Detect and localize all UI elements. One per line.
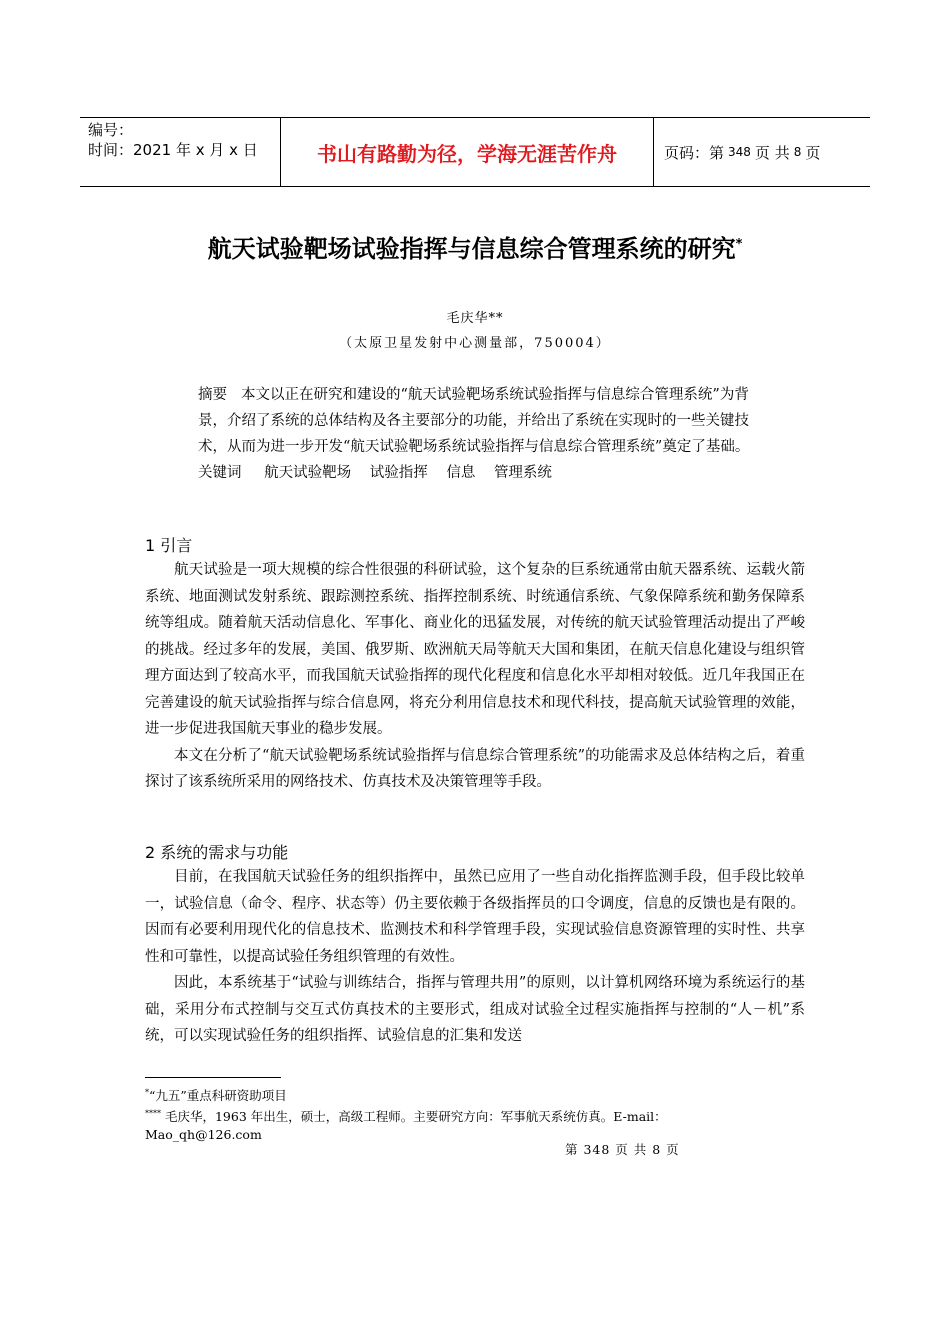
keyword: 管理系统: [493, 465, 552, 481]
paragraph: 航天试验是一项大规模的综合性很强的科研试验，这个复杂的巨系统通常由航天器系统、运载火箭系统、地面测试发射系统、跟踪测控系统、指挥控制系统、时统通信系统、气象保障系统和勤务保障系统等组成。随着航天活动信息化、军事化、商业化的迅猛发展，对传统的航天试验管理活动提出了严峻的挑战。经过多年的发展，美国、俄罗斯、欧洲航天局等航天大国和集团，在航天信息化建设与组织管理方面达到了较高水平，而我国航天试验指挥的现代化程度和信息化水平却相对较低。近几年我国正在完善建设的航天试验指挥与综合信息网，将充分利用信息技术和现代科技，提高航天试验管理的效能，进一步促进我国航天事业的稳步发展。: [145, 562, 805, 737]
paper-title: [0, 229, 950, 264]
keyword: 试验指挥: [369, 465, 428, 481]
page-total: 8: [793, 145, 802, 159]
title-footnote-mark: *: [735, 237, 743, 252]
abstract: [198, 382, 754, 486]
keywords-label: 关键词: [198, 465, 242, 481]
abstract-text: 本文以正在研究和建设的“航天试验靶场系统试验指挥与信息综合管理系统”为背景，介绍了系统的总体结构及各主要部分的功能，并给出了系统在实现时的一些关键技术，从而为进一步开发“航天试验靶场系统试验指挥与信息综合管理系统”奠定了基础。: [198, 387, 750, 455]
keywords: [198, 460, 754, 486]
page-prefix: 页码：第: [664, 143, 725, 162]
header-left-cell: [80, 118, 280, 186]
footnote-rule: [145, 1077, 281, 1078]
header-table: [80, 117, 870, 187]
page-footer: 第 348 页 共 8 页: [565, 1142, 680, 1157]
motto-text: 书山有路勤为径，学海无涯苦作舟: [317, 141, 617, 166]
footnote-mark: *: [145, 1088, 149, 1097]
keyword: 信息: [446, 465, 476, 481]
footnotes: [145, 1084, 805, 1144]
footnote-2: [145, 1105, 805, 1126]
keyword: 航天试验靶场: [264, 465, 352, 481]
footnote-1: [145, 1084, 805, 1105]
paragraph: 本文在分析了“航天试验靶场系统试验指挥与信息综合管理系统”的功能需求及总体结构之后，着重探讨了该系统所采用的网络技术、仿真技术及决策管理等手段。: [145, 747, 805, 790]
footnote-mark: ****: [145, 1109, 161, 1119]
paragraph: 因此，本系统基于“试验与训练结合，指挥与管理共用”的原则，以计算机网络环境为系统运行的基础，采用分布式控制与交互式仿真技术的主要形式，组成对试验全过程实施指挥与控制的“人－机”系统，可以实现试验任务的组织指挥、试验信息的汇集和发送: [145, 975, 805, 1044]
section-heading: 2 系统的需求与功能: [145, 843, 289, 862]
author: 毛庆华**: [446, 311, 504, 326]
time-label: 时间：2021 年 x 月 x 日: [88, 141, 258, 159]
section-heading: 1 引言: [145, 536, 193, 555]
page-mid: 页 共: [754, 143, 790, 162]
footnote-text: “九五”重点科研资助项目: [149, 1088, 287, 1104]
section-requirements: [145, 842, 805, 1050]
footnote-text: 毛庆华，1963 年出生，硕士，高级工程师。主要研究方向：军事航天系统仿真。E-mail：: [164, 1109, 667, 1125]
footnote-email: Mao_qh@126.com: [145, 1127, 262, 1143]
header-motto-cell: [280, 118, 654, 186]
number-label: 编号：: [88, 121, 134, 139]
page-number: 348: [728, 145, 751, 159]
title-text: 航天试验靶场试验指挥与信息综合管理系统的研究: [207, 235, 736, 263]
affiliation: （太原卫星发射中心测量部，750004）: [339, 336, 611, 351]
section-introduction: [145, 535, 805, 796]
abstract-label: 摘要: [198, 387, 227, 403]
header-page-cell: [654, 118, 870, 186]
paragraph: 目前，在我国航天试验任务的组织指挥中，虽然已应用了一些自动化指挥监测手段，但手段比较单一，试验信息（命令、程序、状态等）仍主要依赖于各级指挥员的口令调度，信息的反馈也是有限的。因而有必要利用现代化的信息技术、监测技术和科学管理手段，实现试验信息资源管理的实时性、共享性和可靠性，以提高试验任务组织管理的有效性。: [145, 869, 805, 965]
page-suffix: 页: [805, 143, 821, 162]
